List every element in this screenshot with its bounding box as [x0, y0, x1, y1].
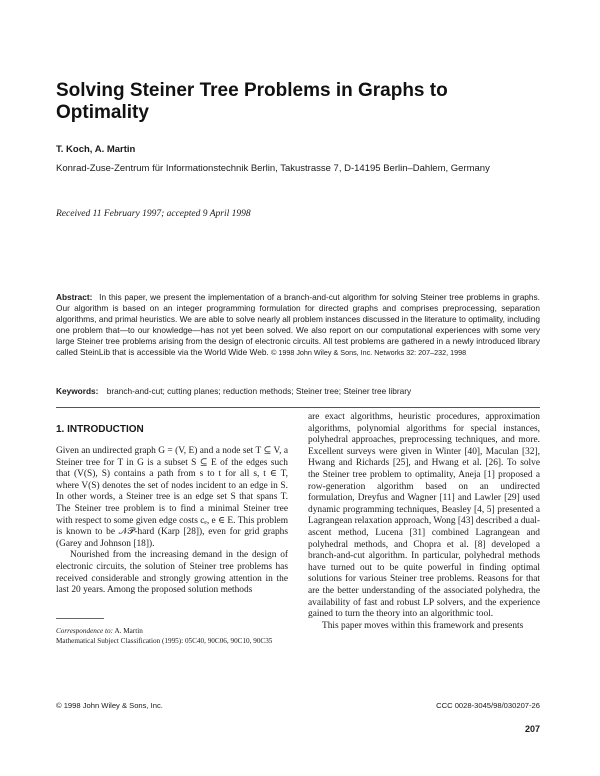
footnote-divider	[56, 618, 104, 619]
body-column-left	[56, 446, 288, 597]
correspondence-line	[56, 626, 288, 636]
footer-copyright: © 1998 John Wiley & Sons, Inc.	[56, 701, 163, 710]
abstract-label: Abstract:	[56, 292, 93, 302]
author-list: T. Koch, A. Martin	[56, 144, 136, 155]
section-heading: 1. INTRODUCTION	[56, 424, 144, 435]
correspondence-label: Correspondence to:	[56, 627, 114, 635]
abstract-text: In this paper, we present the implementation of a branch-and-cut algorithm for solving Steiner tree problems in graphs. Our algorithm is based on an integer programming formulation for directed graphs and comprises preprocessing, separation algorithms, and primal heuristics. We are able to solve nearly all problem instances discussed in the literature to optimality, including one problem that—to our knowledge—has not yet been solved. We also report on our computational experiences with some very large Steiner tree problems arising from the design of electronic circuits. All test problems are gathered in a newly introduced library called SteinLib that is accessible via the World Wide Web.	[56, 292, 540, 358]
abstract-copyright: © 1998 John Wiley & Sons, Inc. Networks 32: 207–232, 1998	[271, 348, 467, 358]
keywords-block	[56, 386, 540, 396]
keywords-label: Keywords:	[56, 386, 99, 396]
section-divider	[56, 407, 540, 408]
correspondence-name: A. Martin	[114, 627, 143, 635]
keywords-text: branch-and-cut; cutting planes; reduction methods; Steiner tree; Steiner tree library	[106, 386, 412, 396]
paragraph: Nourished from the increasing demand in the design of electronic circuits, the solution of Steiner tree problems has received considerable and strongly growing attention in the last 20 years. Among the proposed solution methods	[56, 550, 288, 596]
footer-ccc-code: CCC 0028-3045/98/030207-26	[436, 701, 540, 710]
paragraph: are exact algorithms, heuristic procedures, approximation algorithms, polynomial algorithms for special instances, polyhedral approaches, preprocessing techniques, and more. Excellent surveys were given in Winter [40], Maculan [32], Hwang and Richards [25], and Hwang et al. [26]. To solve the Steiner tree problem to optimality, Aneja [1] proposed a row-generation algorithm based on an undirected formulation, Dreyfus and Wagner [11] and Lawler [29] used dynamic programming techniques, Beasley [4, 5] presented a Lagrangean relaxation approach, Wong [43] described a dual-ascent method, Lucena [31] combined Lagrangean and polyhedral methods, and Chopra et al. [8] developed a branch-and-cut algorithm. In particular, polyhedral methods have turned out to be quite powerful in finding optimal solutions for various Steiner tree problems. Reasons for that are the better understanding of the associated polyhedra, the availability of fast and robust LP solvers, and the experience gained to turn the theory into an algorithmic tool.	[308, 412, 540, 620]
affiliation: Konrad-Zuse-Zentrum für Informationstechnik Berlin, Takustrasse 7, D-14195 Berlin–Dahlem, Germany	[56, 163, 490, 174]
paragraph: This paper moves within this framework and presents	[322, 620, 524, 631]
received-dates: Received 11 February 1997; accepted 9 April 1998	[56, 209, 251, 219]
abstract-block	[56, 292, 540, 359]
paper-title: Solving Steiner Tree Problems in Graphs to Optimality	[56, 80, 448, 123]
paragraph: Given an undirected graph G = (V, E) and a node set T ⊆ V, a Steiner tree for T in G is a subset S ⊆ E of the edges such that (V(S), S) contains a path from s to t for all s, t ∈ T, where V(S) denotes the set of nodes incident to an edge in S. In other words, a Steiner tree is an edge set S that spans T. The Steiner tree problem is to find a minimal Steiner tree with respect to some given edge costs cₑ, e ∈ E. This problem is known to be 𝒩𝒫-hard (Karp [28]), even for grid graphs (Garey and Johnson [18]).	[56, 446, 288, 549]
body-column-right	[308, 412, 540, 632]
msc-line: Mathematical Subject Classification (1995): 05C40, 90C06, 90C10, 90C35	[56, 637, 273, 645]
footnote	[56, 626, 288, 646]
page-number: 207	[524, 724, 540, 734]
